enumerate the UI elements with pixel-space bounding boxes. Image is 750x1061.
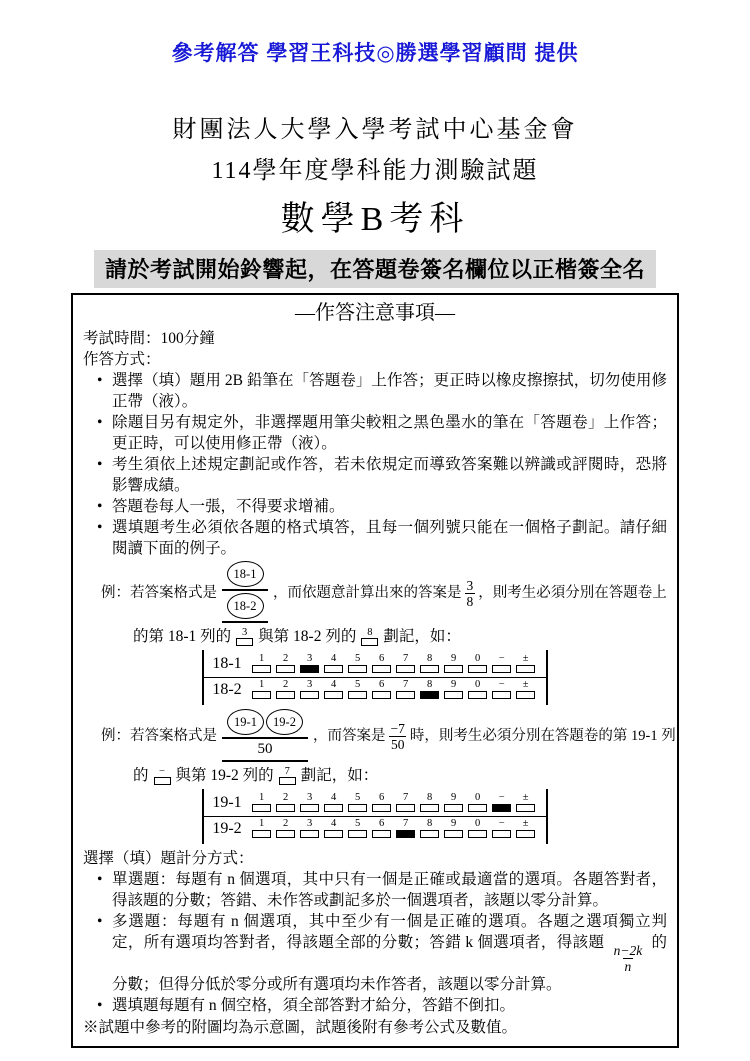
cell-digit-label: − [498,792,505,803]
underline-bar [222,621,268,623]
answer-cell-empty [396,680,415,699]
example1-intro-pre: 例：若答案格式是 [101,584,217,601]
cell-digit-label: 8 [427,679,433,690]
cell-digit-label: 4 [331,792,337,803]
answer-cell-empty [276,680,295,699]
answer-cell-empty [276,654,295,673]
filled-bubble-icon [300,665,319,673]
empty-bubble-icon [396,804,415,812]
answer-cell-empty [348,680,367,699]
row-number-circle-18-2: 18-2 [227,593,264,619]
cell-digit-label: ± [522,679,529,690]
empty-bubble-icon [324,665,343,673]
empty-bubble-icon [420,830,439,838]
answer-fraction-3-8 [465,578,476,609]
answer-cell-empty [468,654,487,673]
cell-digit-label: 5 [355,653,361,664]
empty-bubble-icon [252,665,271,673]
mark-box-7: 7 [279,767,296,785]
cell-digit-label: 2 [283,818,289,829]
filled-bubble-icon [396,830,415,838]
answer-fraction-neg7-50 [389,721,407,752]
filled-bubble-icon [420,691,439,699]
answer-cell-empty [324,654,343,673]
cell-digit-label: 1 [259,818,265,829]
answer-cell-empty [372,654,391,673]
bullet-multi-choice-scoring [97,911,667,995]
answer-grid-row-19-2 [204,817,545,842]
answer-cell-empty [492,654,511,673]
row-number-circle-19-2: 19-2 [266,709,303,735]
answer-cell-empty [276,819,295,838]
cell-digit-label: 3 [307,818,313,829]
example2-intro-line [101,709,676,764]
empty-bubble-icon [492,665,511,673]
answer-cell-empty [468,819,487,838]
cell-digit-label: 8 [427,818,433,829]
fraction-denominator: 8 [466,593,474,609]
empty-bubble-icon [396,691,415,699]
empty-bubble-icon [468,830,487,838]
cell-digit-label: 0 [475,818,481,829]
answer-cell-empty [348,793,367,812]
answer-grid-18 [202,650,547,705]
empty-bubble-icon [252,691,271,699]
empty-bubble-icon [276,804,295,812]
empty-bubble-icon [492,830,511,838]
row-number-circle-18-1: 18-1 [227,561,264,587]
answer-cell-empty [444,819,463,838]
cell-digit-label: 0 [475,653,481,664]
provider-credit-line: 參考解答 學習王科技◎勝選學習顧問 提供 [171,42,579,65]
answer-cell-empty [324,793,343,812]
answer-cell-empty [276,793,295,812]
cell-digit-label: 9 [451,679,457,690]
answer-cell-filled [420,680,439,699]
cell-digit-label: 2 [283,792,289,803]
fraction-bar [222,737,308,739]
example1-mark-post: 劃記，如： [383,628,461,645]
answer-format-18-graphic [222,561,268,625]
answer-cell-empty [444,793,463,812]
answer-cell-empty [252,680,271,699]
cell-digit-label: 2 [283,653,289,664]
empty-bubble-icon [324,691,343,699]
cell-digit-label: 0 [475,679,481,690]
answer-cell-empty [420,654,439,673]
cell-digit-label: 2 [283,679,289,690]
empty-bubble-icon [348,691,367,699]
empty-bubble-icon [420,665,439,673]
empty-bubble-icon [372,804,391,812]
answer-grid-19-wrap [83,789,667,844]
bubble-box-icon [279,777,296,785]
answer-cell-empty [516,819,535,838]
empty-bubble-icon [444,830,463,838]
empty-bubble-icon [348,804,367,812]
row-number-circle-19-1: 19-1 [227,709,264,735]
empty-bubble-icon [276,830,295,838]
empty-bubble-icon [468,691,487,699]
cell-digit-label: 1 [259,792,265,803]
empty-bubble-icon [516,665,535,673]
answer-grid-row-18-2 [204,678,545,703]
mark-box-8: 8 [361,628,378,646]
empty-bubble-icon [348,665,367,673]
answer-cell-empty [468,793,487,812]
fraction-bar [222,589,268,591]
example1-intro-mid: ，而依題意計算出來的答案是 [273,584,462,601]
fraction-denominator: n [624,959,632,974]
underline-bar [222,760,308,762]
cell-digit-label: 7 [403,653,409,664]
cell-digit-label: 4 [331,653,337,664]
cell-digit-label: ± [522,818,529,829]
answer-cell-empty [252,819,271,838]
answer-cell-empty [300,793,319,812]
grid-row-label: 18-1 [212,654,242,672]
answer-cell-empty [300,819,319,838]
bullet-pencil-rule: • 選擇（填）題用 2B 鉛筆在「答題卷」上作答；更正時以橡皮擦擦拭，切勿使用修正帶（液）。 [97,370,667,412]
answer-cell-empty [252,793,271,812]
example2-intro-post: 時，則考生必須分別在答題卷的第 19-1 列 [409,728,676,744]
answer-format-19-graphic [222,709,308,764]
scoring-bullet-list [83,869,667,1016]
answer-cell-empty [372,819,391,838]
answer-cell-empty [516,654,535,673]
answer-cell-filled [300,654,319,673]
fraction-numerator: n−2k [613,943,643,958]
example1-mark-mid: 與第 18-2 列的 [258,628,357,645]
fraction-denominator: 50 [390,737,405,752]
answer-cell-filled [492,793,511,812]
cell-digit-label: 5 [355,679,361,690]
multi-scoring-pre: 多選題：每題有 n 個選項，其中至少有一個是正確的選項。各題之選項獨立判定，所有選項均答對者，得該題全部的分數；答錯 k 個選項者，得該題 [112,913,667,951]
cell-digit-label: ± [522,653,529,664]
fraction-numerator: −7 [390,721,405,736]
answer-cell-empty [516,680,535,699]
mark-box-minus: − [154,767,171,785]
answer-cell-empty [444,680,463,699]
answer-cell-empty [348,819,367,838]
answer-cell-empty [420,819,439,838]
organization-title: 財團法人大學入學考試中心基金會 [172,117,578,143]
empty-bubble-icon [516,804,535,812]
cell-digit-label: 4 [331,818,337,829]
cell-digit-label: 8 [427,653,433,664]
cell-digit-label: 8 [427,792,433,803]
cell-digit-label: 7 [403,679,409,690]
bullet-fillin-format-rule: • 選填題考生必須依各題的格式填答，且每一個列號只能在一個格子劃記。請仔細閱讀下面的例子。 [97,517,667,559]
example2-intro-pre: 例：若答案格式是 [101,728,217,744]
answer-cell-empty [372,680,391,699]
fraction-numerator: 3 [466,577,474,593]
scoring-fraction-n-2k-over-n [612,943,645,974]
bullet-single-choice-scoring: • 單選題：每題有 n 個選項，其中只有一個是正確或最適當的選項。各題答對者，得該題的分數；答錯、未作答或劃記多於一個選項者，該題以零分計算。 [97,869,667,911]
footnote-line: ※試題中參考的附圖均為示意圖，試題後附有參考公式及數值。 [83,1019,518,1036]
empty-bubble-icon [300,691,319,699]
cell-digit-label: 7 [403,792,409,803]
example2-mark-pre: 的 [133,767,149,784]
bubble-box-icon [154,777,171,785]
empty-bubble-icon [492,691,511,699]
empty-bubble-icon [324,804,343,812]
cell-digit-label: 3 [307,679,313,690]
exam-year-title: 114學年度學科能力測驗試題 [211,158,539,184]
answer-cell-empty [396,654,415,673]
bullet-compliance-rule: • 考生須依上述規定劃記或作答，若未依規定而導致答案難以辨識或評閱時，恐將影響成績。 [97,454,667,496]
answer-grid-19 [202,789,547,844]
answer-cell-empty [468,680,487,699]
answer-cell-empty [324,680,343,699]
answer-cell-empty [444,654,463,673]
example1-mark-pre: 的第 18-1 列的 [133,628,232,645]
format-denominator: 50 [257,741,273,757]
empty-bubble-icon [516,691,535,699]
answer-grid-row-18-1 [204,652,545,678]
cell-digit-label: 4 [331,679,337,690]
signature-instruction-banner: 請於考試開始鈴響起，在答題卷簽名欄位以正楷簽全名 [94,250,656,288]
example1-intro-line [101,561,667,625]
cell-digit-label: 5 [355,792,361,803]
grid-row-label: 18-2 [212,680,242,698]
cell-digit-label: 3 [307,792,313,803]
empty-bubble-icon [396,665,415,673]
bullet-one-sheet-rule: • 答題卷每人一張，不得要求增補。 [97,496,667,517]
empty-bubble-icon [372,691,391,699]
answer-cell-empty [300,680,319,699]
empty-bubble-icon [444,804,463,812]
empty-bubble-icon [420,804,439,812]
bullet-fillin-scoring: • 選填題每題有 n 個空格，須全部答對才給分，答錯不倒扣。 [97,995,667,1016]
method-bullet-list [83,370,667,559]
answer-cell-empty [324,819,343,838]
cell-digit-label: − [498,653,505,664]
mark-box-3: 3 [236,628,253,646]
empty-bubble-icon [276,691,295,699]
example1-mark-line [133,626,667,647]
cell-digit-label: − [498,679,505,690]
row-number-circles [226,709,304,735]
example2-mark-line [133,765,667,786]
bullet-pen-rule: • 除題目另有規定外，非選擇題用筆尖較粗之黑色墨水的筆在「答題卷」上作答；更正時，可以使用修正帶（液）。 [97,412,667,454]
empty-bubble-icon [324,830,343,838]
cell-digit-label: 6 [379,818,385,829]
subject-title: 數學B考科 [280,201,470,238]
cell-digit-label: ± [522,792,529,803]
grid-row-label: 19-1 [212,793,242,811]
example2-intro-mid: ，而答案是 [313,728,386,744]
empty-bubble-icon [372,665,391,673]
multi-scoring-post: 的分數；但得分低於零分或所有選項均未作答者，該題以零分計算。 [112,934,667,993]
cell-digit-label: 1 [259,653,265,664]
cell-digit-label: 9 [451,792,457,803]
answer-cell-empty [372,793,391,812]
cell-digit-label: 6 [379,679,385,690]
cell-digit-label: 1 [259,679,265,690]
cell-digit-label: 6 [379,653,385,664]
empty-bubble-icon [516,830,535,838]
empty-bubble-icon [444,665,463,673]
answer-cell-empty [492,819,511,838]
example2-mark-post: 劃記，如： [300,767,379,784]
cell-digit-label: 0 [475,792,481,803]
grid-row-label: 19-2 [212,819,242,837]
answer-cell-empty [396,793,415,812]
example1-intro-post: ，則考生必須分別在答題卷上 [478,584,667,601]
cell-digit-label: 5 [355,818,361,829]
bubble-box-icon [236,638,253,646]
empty-bubble-icon [468,804,487,812]
empty-bubble-icon [300,804,319,812]
answer-grid-row-19-1 [204,791,545,817]
cell-digit-label: 3 [307,653,313,664]
cell-digit-label: 9 [451,653,457,664]
empty-bubble-icon [300,830,319,838]
exam-time-line: 考試時間：100分鐘 [83,330,215,347]
bubble-box-icon [361,638,378,646]
empty-bubble-icon [444,691,463,699]
empty-bubble-icon [372,830,391,838]
answer-cell-empty [492,680,511,699]
method-header-line: 作答方式： [83,351,161,368]
cell-digit-label: 7 [403,818,409,829]
empty-bubble-icon [252,830,271,838]
cell-digit-label: − [498,818,505,829]
answer-grid-18-wrap [83,650,667,705]
empty-bubble-icon [468,665,487,673]
empty-bubble-icon [276,665,295,673]
scoring-header-line: 選擇（填）題計分方式： [83,850,254,867]
example2-mark-mid: 與第 19-2 列的 [175,767,274,784]
empty-bubble-icon [348,830,367,838]
answer-cell-empty [516,793,535,812]
cell-digit-label: 9 [451,818,457,829]
answer-cell-empty [252,654,271,673]
notice-box [71,293,679,1048]
answer-cell-filled [396,819,415,838]
notice-title: —作答注意事項— [295,302,455,324]
answer-cell-empty [348,654,367,673]
cell-digit-label: 6 [379,792,385,803]
filled-bubble-icon [492,804,511,812]
answer-cell-empty [420,793,439,812]
empty-bubble-icon [252,804,271,812]
